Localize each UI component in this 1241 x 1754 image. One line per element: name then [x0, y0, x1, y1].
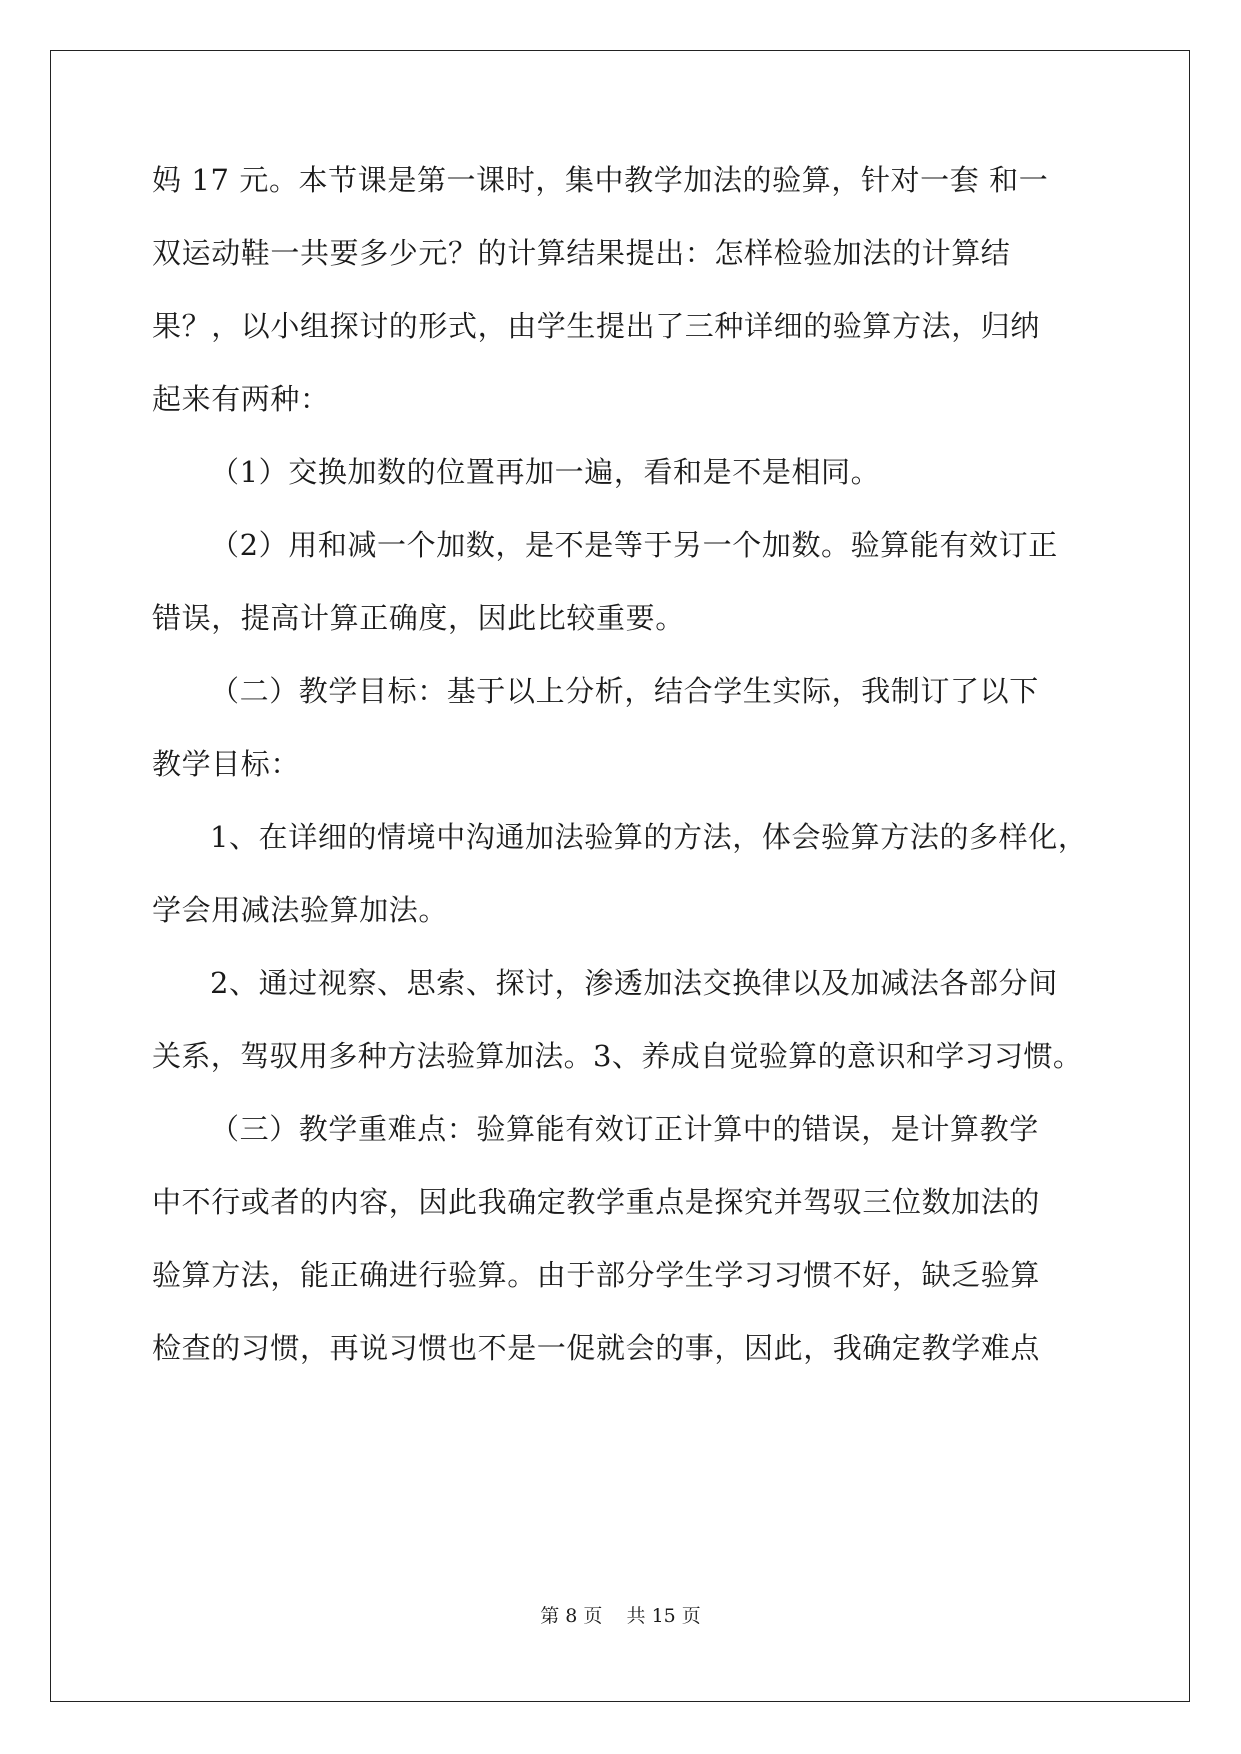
text-line: 中不行或者的内容，因此我确定教学重点是探究并驾驭三位数加法的 [152, 1185, 1041, 1219]
text-line: （三）教学重难点：验算能有效订正计算中的错误，是计算教学 [210, 1112, 1039, 1146]
text-line: （2）用和减一个加数，是不是等于另一个加数。验算能有效订正 [210, 528, 1058, 562]
text-line: 验算方法，能正确进行验算。由于部分学生学习习惯不好，缺乏验算 [152, 1258, 1041, 1292]
text-line: 关系，驾驭用多种方法验算加法。3、养成自觉验算的意识和学习习惯。 [152, 1039, 1083, 1073]
text-line: 妈 17 元。本节课是第一课时，集中教学加法的验算，针对一套 和一 [152, 163, 1049, 197]
text-line: 检查的习惯，再说习惯也不是一促就会的事，因此，我确定教学难点 [152, 1331, 1041, 1365]
text-line: 2、通过视察、思索、探讨，渗透加法交换律以及加减法各部分间 [210, 966, 1058, 1000]
text-line: 错误，提高计算正确度，因此比较重要。 [152, 601, 685, 635]
text-line: 起来有两种： [152, 382, 330, 416]
text-line: 教学目标： [152, 747, 301, 781]
page-number-footer: 第 8 页 共 15 页 [540, 1605, 701, 1627]
page-border [50, 50, 1190, 1702]
text-line: 果？，以小组探讨的形式，由学生提出了三种详细的验算方法，归纳 [152, 309, 1041, 343]
text-line: 学会用减法验算加法。 [152, 893, 449, 927]
text-line: 双运动鞋一共要多少元？的计算结果提出：怎样检验加法的计算结 [152, 236, 1011, 270]
text-line: （1）交换加数的位置再加一遍，看和是不是相同。 [210, 455, 881, 489]
text-line: 1、在详细的情境中沟通加法验算的方法，体会验算方法的多样化， [210, 820, 1088, 854]
text-line: （二）教学目标：基于以上分析，结合学生实际，我制订了以下 [210, 674, 1039, 708]
